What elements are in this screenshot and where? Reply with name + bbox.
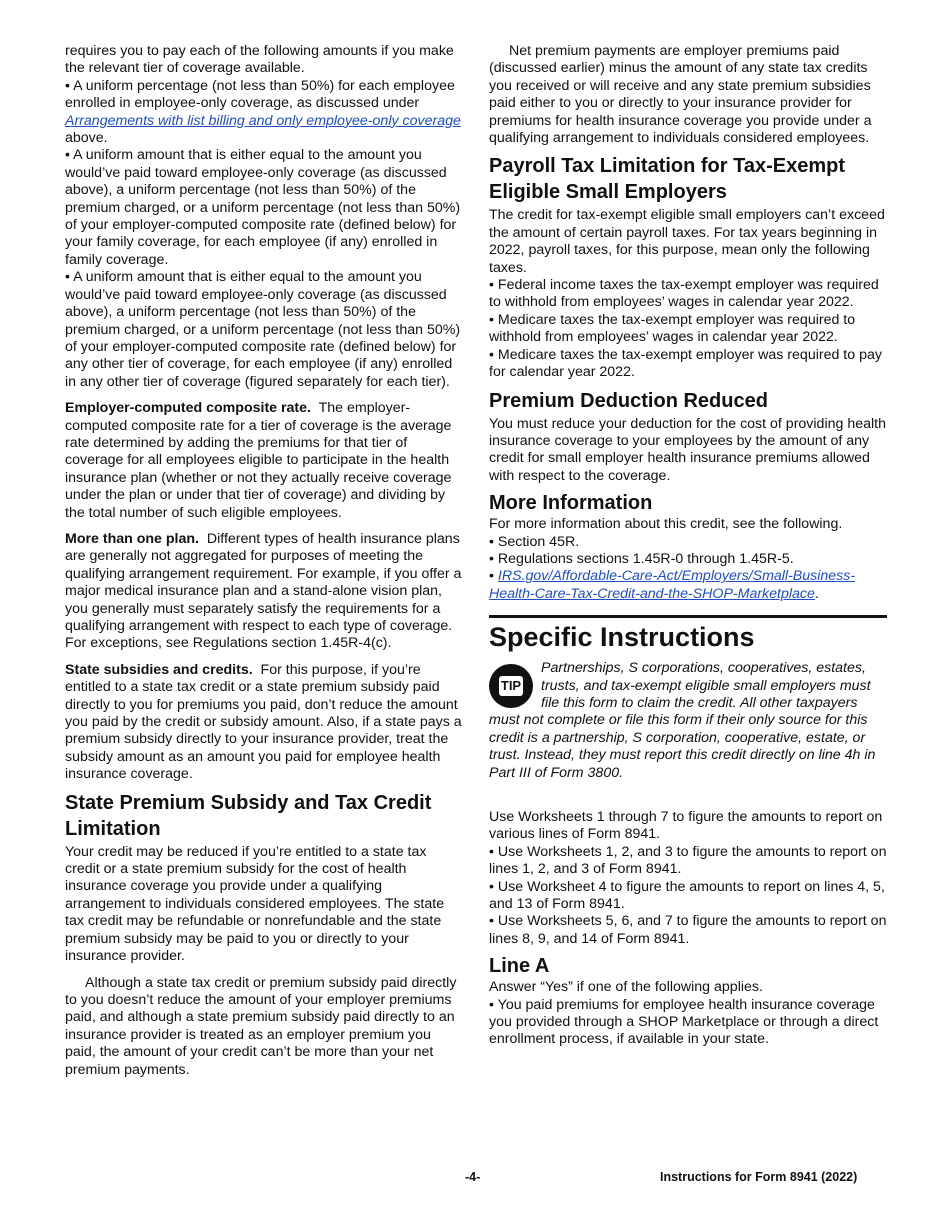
paragraph-text: For this purpose, if you’re entitled to a state tax credit or a state premium subsidy paid directly to you for premiums you paid, don’t reduce the amount you paid by the credit or subsidy amount. Also, if a state pays a premium subsidy directly to your insurance provider, treat the subsidy amount as an amount you paid for employee health insurance coverage. [65, 661, 462, 783]
section-heading: State Premium Subsidy and Tax Credit Limitation [65, 791, 432, 840]
section-heading: Payroll Tax Limitation for Tax-Exempt Eligible Small Employers [489, 155, 845, 204]
bullet-item: • Federal income taxes the tax-exempt employer was required to withhold from employees’ wages in calendar year 2022. [489, 277, 879, 311]
paragraph: Your credit may be reduced if you’re entitled to a state tax credit or a state premium subsidy for the cost of health insurance coverage you provide under a qualifying arrangement to individuals considered employees. The state tax credit may be refundable or nonrefundable and the state premium subsidy may be paid to you or directly to your insurance provider. [65, 843, 445, 965]
bullet-text: A uniform amount that is either equal to the amount you would’ve paid toward employee-only coverage (as discussed above), a uniform percentage (not less than 50%) of the premium charged, or a uniform percentage (not less than 50%) of your employer-computed composite rate (defined below) for your family coverage, for each employee (if any) enrolled in family coverage. [65, 147, 461, 268]
section-heading: More Information [489, 492, 653, 515]
bullet-text: You paid premiums for employee health insurance coverage you provided through a SHOP Marketplace or through a direct enrollment process, if available in your state. [489, 996, 879, 1048]
paragraph: You must reduce your deduction for the cost of providing health insurance coverage to your employees by the amount of any credit for small employer health insurance premiums allowed with respect to the coverage. [489, 415, 886, 484]
arrangements-link[interactable]: Arrangements with list billing and only employee-only coverage [65, 112, 461, 129]
bullet-item: • Use Worksheet 4 to figure the amounts to report on lines 4, 5, and 13 of Form 8941. [489, 878, 885, 913]
bullet-text: Federal income taxes the tax-exempt employer was required to withhold from employees’ wages in calendar year 2022. [489, 277, 879, 311]
bullet-item: • Use Worksheets 1, 2, and 3 to figure the amounts to report on lines 1, 2, and 3 of Form 8941. [489, 843, 887, 878]
bullet-item: • A uniform amount that is either equal to the amount you would’ve paid toward employee-only coverage (as discussed above), a uniform percentage (not less than 50%) of the premium charged, or a uniform percentage (not less than 50%) of your employer-computed composite rate (defined below) for your family coverage, for each employee (if any) enrolled in family coverage. [65, 147, 461, 268]
paragraph [65, 400, 463, 522]
right-column [489, 43, 887, 1049]
tip-label: TIP [499, 676, 523, 695]
section-divider [489, 615, 887, 618]
bullet-item: • Section 45R. [489, 533, 580, 550]
paragraph: Use Worksheets 1 through 7 to figure the amounts to report on various lines of Form 8941. [489, 809, 883, 843]
bullet-item: • A uniform amount that is either equal to the amount you would’ve paid toward employee-only coverage (as discussed above), a uniform percentage (not less than 50%) of the premium charged, or a uniform percentage (not less than 50%) of your employer-computed composite rate (defined below) for any other tier of coverage, for each employee (if any) enrolled in any other tier of coverage (figured separately for each tier). [65, 269, 461, 390]
paragraph: The credit for tax-exempt eligible small employers can’t exceed the amount of certain payroll taxes. For tax years beginning in 2022, payroll taxes, for this purpose, mean only the following taxes. [489, 207, 885, 276]
bullet-text: A uniform percentage (not less than 50%) for each employee enrolled in employee-only coverage, as discussed under [65, 77, 455, 112]
bullet-text: Use Worksheets 5, 6, and 7 to figure the amounts to report on lines 8, 9, and 14 of Form 8941. [489, 913, 887, 947]
bullet-text: Medicare taxes the tax-exempt employer was required to withhold from employees’ wages in calendar year 2022. [489, 311, 856, 346]
bullet-text: Medicare taxes the tax-exempt employer was required to pay for calendar year 2022. [489, 346, 882, 381]
bullet-text: A uniform amount that is either equal to the amount you would’ve paid toward employee-only coverage (as discussed above), a uniform percentage (not less than 50%) of the premium charged, or a uniform percentage (not less than 50%) of your employer-computed composite rate (defined below) for any other tier of coverage, for each employee (if any) enrolled in any other tier of coverage (figured separately for each tier). [65, 269, 461, 390]
paragraph: Answer “Yes” if one of the following applies. [489, 979, 763, 996]
bullet-item: • A uniform percentage (not less than 50%) for each employee enrolled in employee-only coverage, as discussed under Arrangements with list billing and only employee-only coverage above. [65, 77, 461, 147]
paragraph: Net premium payments are employer premiums paid (discussed earlier) minus the amount of any state tax credits you received or will receive and any state premium subsidies paid either to you or directly to your insurance provider for premiums for health insurance coverage you provide under a qualifying arrangement to individuals considered employees. [489, 43, 872, 147]
bullet-text: Regulations sections 1.45R-0 through 1.45R-5. [497, 550, 794, 567]
paragraph: requires you to pay each of the following amounts if you make the relevant tier of coverage available. [65, 43, 454, 77]
bullet-text: Use Worksheet 4 to figure the amounts to report on lines 4, 5, and 13 of Form 8941. [489, 878, 885, 913]
tip-text: Partnerships, S corporations, cooperatives, estates, trusts, and tax-exempt eligible small employers must file this form to claim the credit. All other taxpayers must not complete or file this form if their only source for this credit is a partnership, S corporation, cooperative, estate, or trust. Instead, they must report this credit directly on line 4h in Part III of Form 3800. [489, 660, 876, 781]
run-in-heading: State subsidies and credits. [65, 661, 253, 678]
bullet-item: • You paid premiums for employee health insurance coverage you provided through a SHOP Marketplace or through a direct enrollment process, if available in your state. [489, 996, 879, 1048]
footer-title: Instructions for Form 8941 (2022) [660, 1170, 858, 1184]
major-heading: Specific Instructions [489, 622, 755, 653]
irs-gov-link[interactable]: IRS.gov/Affordable-Care-Act/Employers/Small-Business-Health-Care-Tax-Credit-and-the-SHOP-Marketplace [489, 568, 856, 602]
bullet-item: • Use Worksheets 5, 6, and 7 to figure the amounts to report on lines 8, 9, and 14 of Form 8941. [489, 913, 887, 947]
bullet-text: . [814, 585, 819, 602]
bullet-item: • Regulations sections 1.45R-0 through 1.45R-5. [489, 550, 794, 567]
bullet-text: Use Worksheets 1, 2, and 3 to figure the amounts to report on lines 1, 2, and 3 of Form 8941. [489, 843, 887, 878]
section-heading: Line A [489, 955, 550, 978]
paragraph: Although a state tax credit or premium subsidy paid directly to you doesn’t reduce the amount of your employer premiums paid, and although a state premium subsidy paid directly to an insurance provider is treated as an employer premium you paid, the amount of your credit can’t be more than your net premium payments. [65, 974, 457, 1078]
left-column [65, 43, 463, 1079]
paragraph: For more information about this credit, see the following. [489, 516, 843, 533]
paragraph [65, 662, 463, 784]
paragraph-text: Different types of health insurance plans are generally not aggregated for purposes of meeting the qualifying arrangement requirement. For example, if you offer a major medical insurance plan and a stand-alone vision plan, you generally must separately satisfy the requirements for a qualifying arrangement with respect to each type of coverage. For exceptions, see Regulations section 1.45R-4(c). [65, 530, 462, 652]
tip-icon [489, 664, 533, 708]
tip-box [489, 660, 887, 782]
section-heading: Premium Deduction Reduced [489, 389, 768, 412]
bullet-item: • IRS.gov/Affordable-Care-Act/Employers/Small-Business-Health-Care-Tax-Credit-and-the-SHOP-Marketplace. [489, 568, 856, 602]
bullet-item: • Medicare taxes the tax-exempt employer was required to withhold from employees’ wages in calendar year 2022. [489, 311, 856, 346]
paragraph [65, 531, 463, 653]
run-in-heading: Employer-computed composite rate. [65, 400, 311, 417]
page-number: -4- [465, 1170, 481, 1184]
run-in-heading: More than one plan. [65, 530, 199, 547]
bullet-item: • Medicare taxes the tax-exempt employer was required to pay for calendar year 2022. [489, 346, 882, 381]
paragraph-text: The employer-computed composite rate for a tier of coverage is the average rate determined by adding the premiums for that tier of coverage for all employees eligible to participate in the health insurance plan (whether or not they actually receive coverage under the plan or under that tier of coverage) and dividing by the total number of such eligible employees. [65, 400, 452, 521]
bullet-text: Section 45R. [497, 533, 580, 550]
bullet-text: above. [65, 130, 108, 147]
